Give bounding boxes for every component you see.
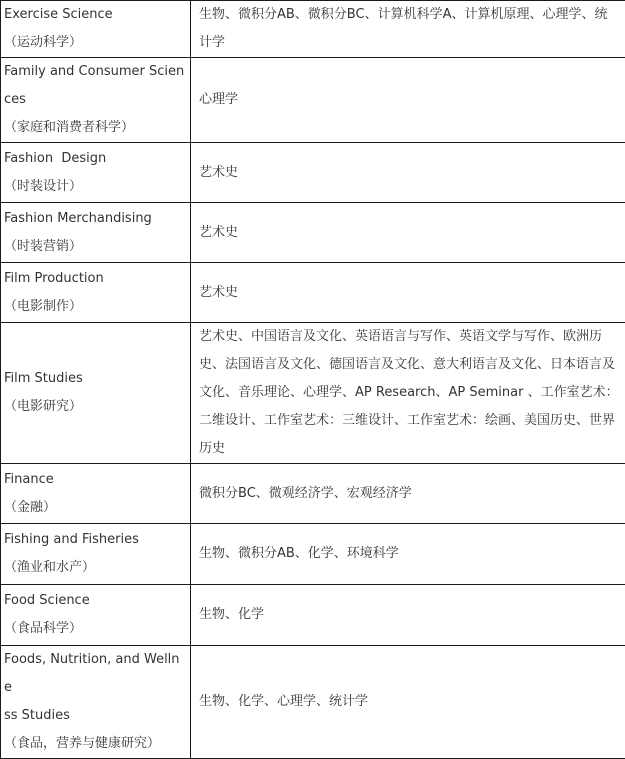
- major-name-en: Finance: [4, 466, 186, 494]
- major-name-cn: （食品，营养与健康研究）: [4, 730, 186, 758]
- major-cell: [1, 585, 191, 646]
- subjects-cell: 生物、化学、心理学、统计学: [191, 646, 625, 759]
- major-name-en: Foods, Nutrition, and Wellne: [4, 646, 186, 702]
- table-row: [1, 143, 625, 203]
- table-row: [1, 464, 625, 524]
- subjects-cell: 艺术史: [191, 263, 625, 323]
- major-cell: [1, 323, 191, 464]
- major-name-cn: （渔业和水产）: [4, 554, 186, 582]
- major-name-cn: （时装营销）: [4, 233, 186, 261]
- major-cell: [1, 1, 191, 58]
- table-row: [1, 263, 625, 323]
- table-row: [1, 203, 625, 263]
- major-name-en: Family and Consumer Scien: [4, 58, 186, 86]
- major-name-cn: （食品科学）: [4, 615, 186, 643]
- major-name-cn: （电影研究）: [4, 393, 186, 421]
- table-row: [1, 58, 625, 143]
- major-name-en-cont: ss Studies: [4, 702, 186, 730]
- subjects-cell: 心理学: [191, 58, 625, 143]
- major-cell: [1, 464, 191, 524]
- major-name-en: Fashion Merchandising: [4, 205, 186, 233]
- major-cell: [1, 646, 191, 759]
- subjects-cell: 艺术史: [191, 143, 625, 203]
- major-name-en: Film Production: [4, 265, 186, 293]
- major-name-cn: （金融）: [4, 494, 186, 522]
- major-name-cn: （时装设计）: [4, 173, 186, 201]
- major-name-en: Film Studies: [4, 365, 186, 393]
- major-name-cn: （家庭和消费者科学）: [4, 114, 186, 142]
- major-name-en: Fashion Design: [4, 145, 186, 173]
- major-cell: [1, 58, 191, 143]
- major-name-cn: （运动科学）: [4, 29, 186, 57]
- subjects-cell: 微积分BC、微观经济学、宏观经济学: [191, 464, 625, 524]
- major-cell: [1, 524, 191, 585]
- subjects-cell: 生物、化学: [191, 585, 625, 646]
- major-name-en-cont: ces: [4, 86, 186, 114]
- subjects-cell: 艺术史: [191, 203, 625, 263]
- table-row: [1, 585, 625, 646]
- major-name-en: Exercise Science: [4, 1, 186, 29]
- major-name-en: Food Science: [4, 587, 186, 615]
- table-row: [1, 1, 625, 58]
- major-name-en: Fishing and Fisheries: [4, 526, 186, 554]
- subjects-cell: 生物、微积分AB、微积分BC、计算机科学A、计算机原理、心理学、统计学: [191, 1, 625, 58]
- major-cell: [1, 263, 191, 323]
- major-name-cn: （电影制作）: [4, 293, 186, 321]
- major-cell: [1, 203, 191, 263]
- subjects-cell: 生物、微积分AB、化学、环境科学: [191, 524, 625, 585]
- table-row: [1, 323, 625, 464]
- table-row: [1, 524, 625, 585]
- subjects-cell: 艺术史、中国语言及文化、英语语言与写作、英语文学与写作、欧洲历史、法国语言及文化、德国语言及文化、意大利语言及文化、日本语言及文化、音乐理论、心理学、AP Research、AP Seminar 、工作室艺术：二维设计、工作室艺术：三维设计、工作室艺术：绘画、美国历史、世界历史: [191, 323, 625, 464]
- major-cell: [1, 143, 191, 203]
- table-row: [1, 646, 625, 759]
